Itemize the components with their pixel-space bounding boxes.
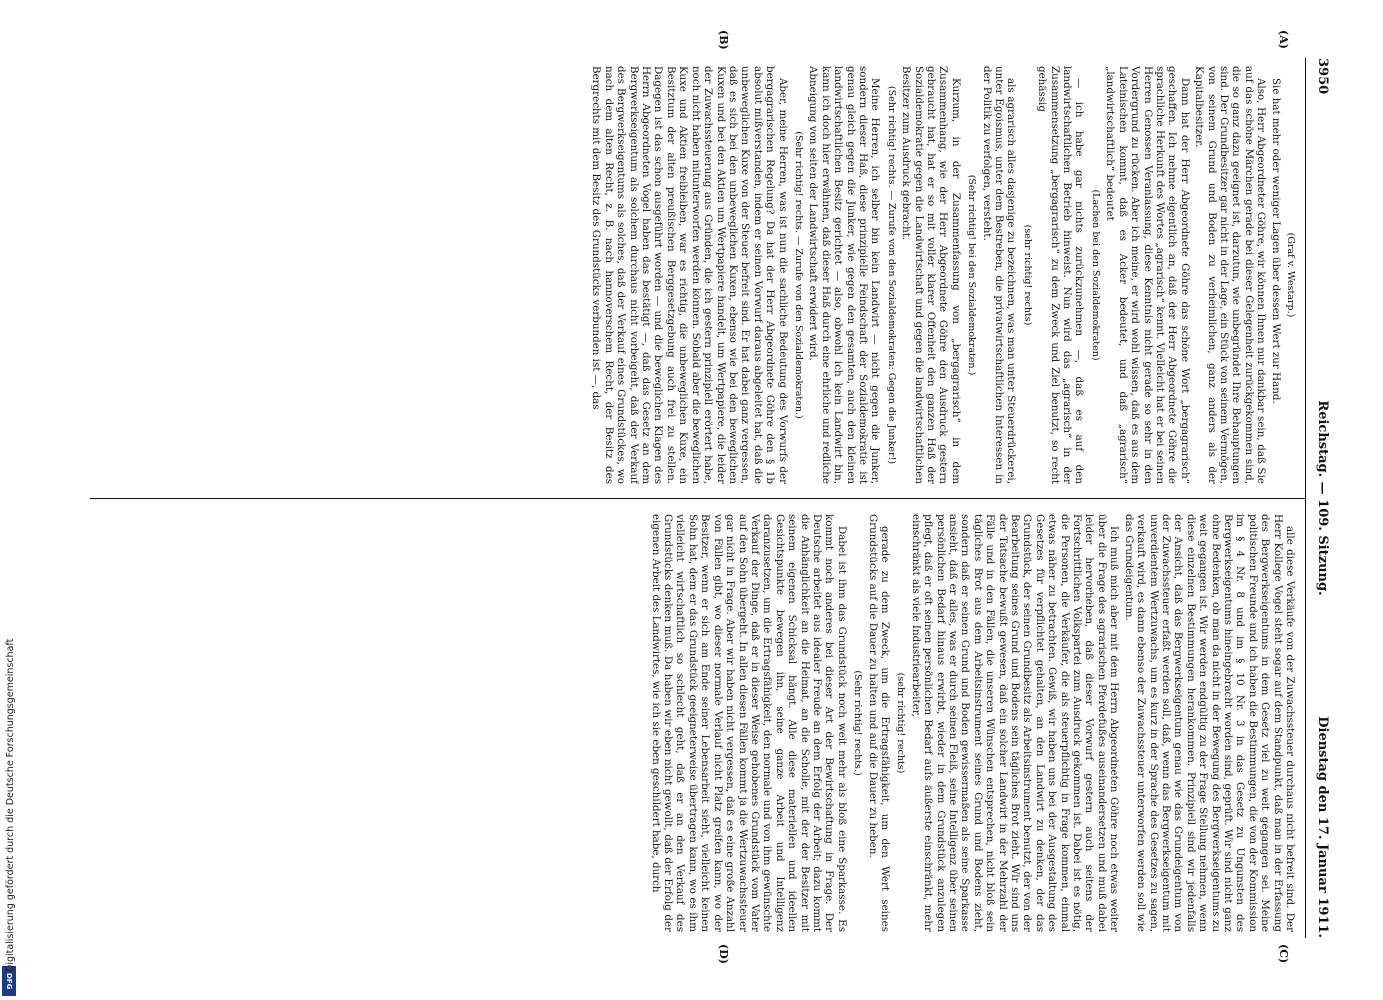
interjection: (Sehr richtig! bei den Sozialdemokraten.) (966, 174, 978, 376)
margin-mark-d: (D) (717, 944, 730, 964)
margin-mark-b: (B) (717, 30, 730, 50)
interjection: (Sehr richtig! rechts. — Zurufe von den Sozialdemokraten: Gegen die Junker!) (885, 85, 897, 465)
paragraph: Aber, meine Herren, was ist nun die sachliche Bedeutung des Vorwurfs der bergagrarischen Regelung? Da hat der Herr Abgeordnete Göhre den § 1b absolut mißverstanden, indem er seinen Vorwurf daraus abgeleitet hat, daß die unbeweglichen Kuxe von der Steuer befreit sind. Er hat dabei ganz vergessen, daß es sich bei den unbeweglichen Kuxen, ebenso wie bei den beweglichen Kuxen und bei den Aktien um Wertpapiere handelt, um Wertpapiere, die leider der Zuwachssteuerung aus Gründen, die ich gestern prinzipiell erörtert habe, noch nicht haben mitunterworfen werden können. Sobald aber die beweglichen Kuxe und Aktien freibleiben, war es richtig, die unbeweglichen Kuxe, ein Besitztum der alten preußischen Berggesetzgebung auch frei zu stellen. Dagegen ist das schon ausgeführt worden — und die beweglichen Klagen des Herrn Abgeordneten Vogel haben das bestätigt —, daß das Gesetz an dem Bergwerkseigentum als solchem durchaus nicht vorbeigeht, daß der Verkauf des Bergwerkseigentums als solches, daß der Verkauf eines Grundstückes, wo nach dem alten Recht, z. B. nach hannoverschem Recht, der Besitz des Bergrechts mit dem Besitz des Grundstücks verbunden ist —, das (590, 66, 789, 484)
interjection: (Sehr richtig! rechts.) (852, 670, 864, 776)
paragraph: Meine Herren, ich selber bin kein Landwirt — nicht gegen die Junker, sondern dieser Haß, diese prinzipielle Feindschaft der Sozialdemokratie ist genau gleich gegen die Junker, wie gegen den gesamten, auch den kleinen landwirtschaftlichen Besitz gerichtet — also, obwohl ich kein Landwirt bin, kann ich doch hier erwähnen, daß dieser Haß durch eine ehrliche und redliche Abneigung von seiten der Landwirtschaft erwidert wird. (807, 66, 882, 484)
paragraph: Sie hat mehr oder weniger Lagen über dessen Wert zur Hand. (1269, 78, 1282, 404)
page-header (1308, 58, 1330, 938)
interjection: (sehr richtig! rechts) (895, 672, 907, 774)
paragraph: Kurzum, in der Zusammenfassung von „bergagrarisch“ in dem Zusammenhang, wie der Herr Abgeordnete Göhre den Ausdruck gestern gebraucht hat, hat er so mit voller klarer Offenheit den ganzen Haß der Sozialdemokratie gegen die Landwirtschaft und gegen die landwirtschaftlichen Besitzer zum Ausdruck gebracht. (900, 66, 962, 484)
paragraph: — ich habe gar nichts zurückzunehmen —, daß es auf den landwirtschaftlichen Betrieb hinweist. Nun wird das „agrarisch“ in der Zusammensetzung „bergagrarisch“ zu dem Zweck und Ziel benutzt, so recht gehässig (1036, 66, 1086, 484)
paragraph: Also, Herr Abgeordneter Göhre, wir können Ihnen nur dankbar sein, daß Sie auf das schöne Märchen gerade bei dieser Gelegenheit zurückgekommen sind, die so ganz dazu geeignet ist, darzutun, wie unbegründet Ihre Behauptungen sind. Der Grundbesitzer gar nicht in der Lage, ein Stück von seinem Vermögen, von seinem Grund und Boden zu verheimlichen, ganz anders als der Kapitalbesitzer. (1193, 66, 1268, 484)
paragraph: alle diese Verkäufe von der Zuwachssteuer durchaus nicht befreit sind. Der Herr Kollege Vogel steht sogar auf dem Standpunkt, daß man in der Erfassung des Bergwerkseigentums in dem Gesetz viel zu weit gegangen sei. Meine politischen Freunde und ich haben die Bestimmungen, die von der Kommission im § 4 Nr. 8 und im § 10 Nr. 3 in das Gesetz zu Ungunsten des Bergwerkseigentums hineingebracht worden sind, geprüft. Wir sind nicht ganz ohne Bedenken, ob man da nicht in der Bewegung des Bergwerkseigentums zu weit gegangen ist. Wir werden endgültig zu der Frage Stellung nehmen, wenn diese einzelnen Bestimmungen herankommen. Prinzipiell sind wir jedenfalls der Ansicht, daß das Bergwerkseigentum genau wie das Grundeigentum von der Zuwachssteuer erfaßt werden soll, daß, wenn das Bergwerkseigentum mit unverdientem Wertzuwachs, um es kurz in der Sprache des Gesetzes zu sagen, verkauft wird, es dann ebenso der Zuwachssteuer unterworfen werden soll wie das Grundeigentum. (1122, 514, 1296, 932)
digitization-credit: Digitalisierung gefördert durch die Deutsche Forschungsgemeinschaft (5, 638, 16, 972)
paragraph: Dann hat der Herr Abgeordnete Göhre das schöne Wort „bergagrarisch“ geschaffen. Ich nehme eigentlich an, daß der Herr Abgeordnete Göhre die sprachliche Herkunft des Wortes „agrarisch“ kennt. Vielleicht hat er bei seinen Herren Genossen Veranlassung, diese Kenntnis nicht gerade so sehr in den Vordergrund zu rücken. Aber ich meine, er wird wohl wissen, daß es aus dem Lateinischen kommt, daß es Acker bedeutet, und daß „agrarisch“ „landwirtschaftlich“ bedeutet (1104, 66, 1191, 484)
margin-mark-a: (A) (1277, 30, 1290, 49)
margin-mark-c: (C) (1277, 944, 1290, 964)
speaker-attribution: (Graf v. Westarp.) (1285, 232, 1296, 318)
page-number: 3950 (1315, 58, 1330, 95)
interjection: (sehr richtig! rechts) (1021, 224, 1033, 326)
paragraph: gerade zu dem Zweck, um die Ertragsfähigkeit, um den Wert seines Grundstücks auf die Dauer zu halten und auf die Dauer zu heben. (866, 514, 891, 932)
left-text-column (96, 66, 1296, 484)
page-title: Reichstag. — 109. Sitzung. (1315, 400, 1330, 596)
interjection: (Sehr richtig! rechts. — Zurufe von den Sozialdemokraten.) (792, 131, 804, 419)
right-text-column (96, 514, 1296, 932)
interjection: (Lachen bei den Sozialdemokraten) (1089, 189, 1101, 361)
rotated-page (90, 30, 1330, 964)
dfg-logo: DFG (2, 966, 16, 996)
paragraph: Ich muß mich aber mit dem Herrn Abgeordneten Göhre noch etwas weiter über die Frage des agrarischen Pferdefußes auseinandersetzen und muß dabei leider hervorheben, daß dieser Vorwurf gestern auch seitens der Fortschrittlichen Volkspartei zum Ausdruck gekommen ist. Dabei ist es nötig, die Personen, die Verkäufer, die als steuerpflichtig in Frage kommen, einmal etwas näher zu betrachten. Gewiß, wir haben uns bei der Ausgestaltung des Gesetzes für verpflichtet gehalten, an den Landwirt zu denken, der das Grundstück, der seinen Grundbesitz als Arbeitsinstrument benutzt, der von der Bearbeitung seines Grund und Bodens sein tägliches Brot zieht. Wir sind uns der Tatsache bewußt gewesen, daß ein solcher Landwirt in der Mehrzahl der Fälle und in den Fällen, die unseren Wünschen entsprechen, nicht bloß sein tägliches Brot aus dem Arbeitsinstrument seines Grund und Bodens zieht, sondern daß er seinen Grund und Boden gewissermaßen als seine Sparkasse ansieht, daß er alles, was er durch seinen Fleiß, seine Intelligenz über seinen persönlichen Bedarf hinaus erwirbt, wieder in dem Grundstück anzulegen pflegt, daß er oft seinen persönlichen Bedarf aufs äußerste einschränkt, mehr einschränkt als viele Industriearbeiter, (909, 514, 1121, 932)
page-date: Dienstag den 17. Januar 1911. (1315, 716, 1330, 938)
column-divider (90, 498, 1306, 499)
paragraph: Dabei ist ihm das Grundstück noch weit mehr als bloß eine Sparkasse. Es kommt noch anderes bei dieser Art der Bewirtschaftung in Frage. Der Deutsche arbeitet aus idealer Freude an dem Erfolg der Arbeit; dazu kommt die Anhänglichkeit an die Heimat, an die Scholle, mit der der Besitzer mit seinem eigenen Schicksal hängt. Alle diese materiellen und ideellen Gesichtspunkte bewegen ihn, seine ganze Arbeit und Intelligenz daranzusetzen, um die Ertragsfähigkeit, den normale und von ihm gewünschte Verkauf der Dinge, daß er in dieser Weise gehobenes Grundstück vom Vater auf den Sohn übergeht. In allen diesen Fällen kommt ja die Wertzuwachssteuer gar nicht in Frage. Aber wir haben nicht vergessen, daß es eine große Anzahl von Fällen gibt, wo dieser normale Verlauf nicht Platz greifen kann, wo der Besitzer, wenn er sich am Ende seiner Lebensarbeit sieht, vielleicht keinen Sohn hat, dem er das Grundstück geeigneterweise übertragen kann, wo es ihm vielleicht wirtschaftlich so schlecht geht, daß er an den Verkauf des Grundstücks denken muß. Da haben wir eben nicht gewollt, daß der Erfolg der eigenen Arbeit des Landwirtes, wie ich sie eben geschildert habe, durch (649, 514, 848, 932)
paragraph: als agrarisch alles dasjenige zu bezeichnen, was man unter Steuerdrückerei, unter Egoismus, unter dem Bestreben, die privatwirtschaftlichen Interessen in der Politik zu verfolgen, versteht. (980, 66, 1018, 484)
